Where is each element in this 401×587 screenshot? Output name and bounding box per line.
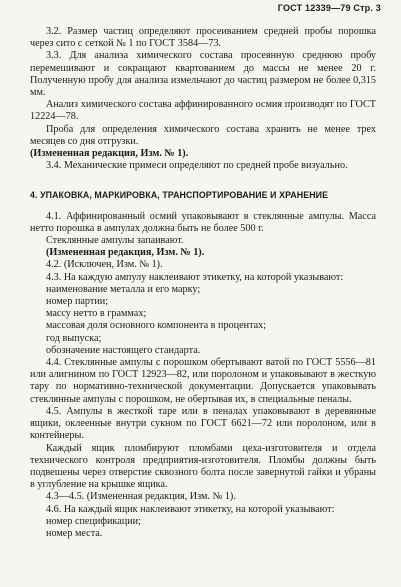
list-item: год выпуска;: [46, 332, 102, 344]
paragraph-4-1: 4.1. Аффинированный осмий упаковывают в стеклянные ампулы. Масса нетто порошка в ампулах должна быть не более 500 г.: [30, 210, 376, 234]
section-heading: 4. УПАКОВКА, МАРКИРОВКА, ТРАНСПОРТИРОВАНИЕ И ХРАНЕНИЕ: [30, 190, 329, 201]
paragraph-4-4: 4.4. Стеклянные ампулы с порошком обертывают ватой по ГОСТ 5556—81 или алигнином по ГОСТ 12923—82, или поролоном и упаковывают в жесткую тару по нормативно-технической документации. Допускается упаковывать стеклянные ампулы с порошком, не обертывая их, в специальные пеналы.: [30, 357, 376, 405]
list-item: массовая доля основного компонента в процентах;: [46, 320, 267, 332]
list-item: номер спецификации;: [46, 515, 141, 527]
list-item: номер места.: [46, 527, 103, 539]
paragraph-4-2: 4.2. (Исключен, Изм. № 1).: [46, 259, 163, 271]
paragraph-4-6: 4.6. На каждый ящик наклеивают этикетку, на которой указывают:: [46, 503, 335, 515]
amendment-note-4-3-4-5: 4.3—4.5. (Измененная редакция, Изм. № 1).: [46, 491, 236, 503]
paragraph-sealing-boxes: Каждый ящик пломбируют пломбами цеха-изготовителя и отдела технического контроля предприятия-изготовителя. Пломбы должны быть подвешены через отверстие сквозного болта после завернутой гайки и убраны в углубление на крышке ящика.: [30, 442, 376, 491]
paragraph-4-3: 4.3. На каждую ампулу наклеивают этикетку, на которой указывают:: [46, 271, 344, 283]
paragraph-sealing: Стеклянные ампулы запаивают.: [46, 235, 184, 247]
paragraph-analysis: Анализ химического состава аффинированного осмия производят по ГОСТ 12224—78.: [30, 99, 376, 123]
paragraph-3-3: 3.3. Для анализа химического состава просеянную среднюю пробу перемешивают и сокращают квартованием до массы не менее 20 г. Полученную пробу для анализа измельчают до частиц размером не более 0,315 мм.: [30, 50, 376, 99]
list-item: номер партии;: [46, 296, 109, 308]
paragraph-3-2: 3.2. Размер частиц определяют просеиванием средней пробы порошка через сито с сеткой № 1 по ГОСТ 3584—73.: [30, 26, 376, 50]
document-body: [30, 26, 376, 540]
amendment-note: (Измененная редакция, Изм. № 1).: [30, 148, 189, 160]
list-item: массу нетто в граммах;: [46, 308, 147, 320]
amendment-note: (Измененная редакция, Изм. № 1).: [46, 247, 205, 259]
paragraph-3-4: 3.4. Механические примеси определяют по средней пробе визуально.: [46, 160, 348, 172]
list-item: наименование металла и его марку;: [46, 283, 201, 295]
list-item: обозначение настоящего стандарта.: [46, 344, 201, 356]
paragraph-storage: Проба для определения химического состава хранить не менее трех месяцев со дня отгрузки.: [30, 123, 376, 147]
paragraph-4-5: 4.5. Ампулы в жесткой таре или в пеналах упаковывают в деревянные ящики, оклеенные внутри сукном по ГОСТ 6621—72 или поролоном, или в контейнеры.: [30, 405, 376, 442]
page-header: ГОСТ 12339—79 Стр. 3: [277, 3, 381, 13]
